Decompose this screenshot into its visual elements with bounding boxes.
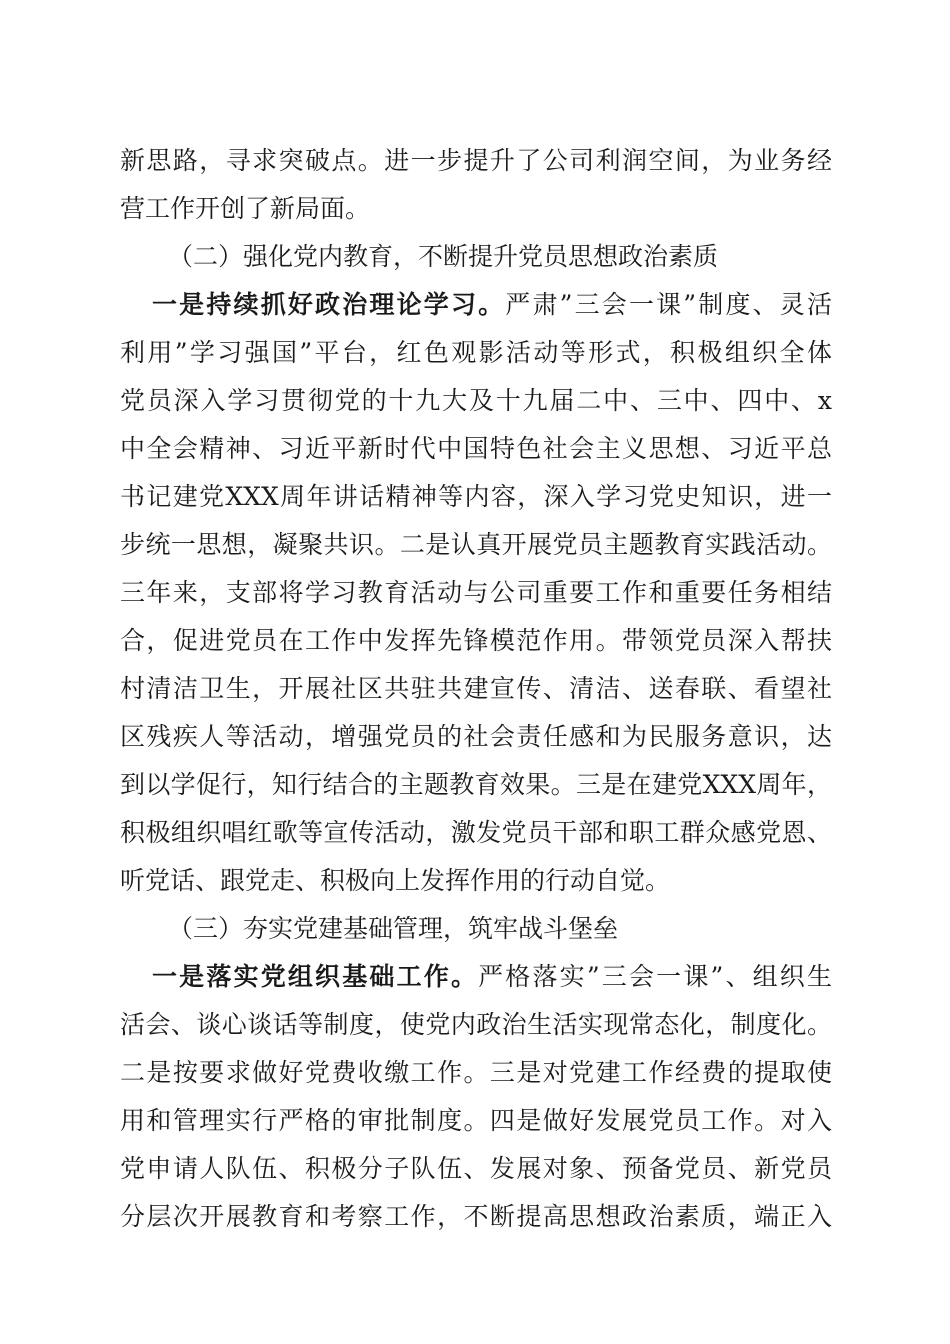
section-heading-2: （二）强化党内教育，不断提升党员思想政治素质 xyxy=(168,242,719,271)
paragraph-line: 用和管理实行严格的审批制度。四是做好发展党员工作。对入 xyxy=(120,1106,832,1135)
paragraph-line: 村清洁卫生，开展社区共驻共建宣传、清洁、送春联、看望社 xyxy=(120,674,832,703)
lead-text: 严肃”三会一课”制度、灵活 xyxy=(505,290,832,319)
paragraph-line: 三年来，支部将学习教育活动与公司重要工作和重要任务相结 xyxy=(120,578,832,607)
paragraph-line: 分层次开展教育和考察工作，不断提高思想政治素质，端正入 xyxy=(120,1202,832,1231)
paragraph-line: 区残疾人等活动，增强党员的社会责任感和为民服务意识，达 xyxy=(120,722,832,751)
paragraph-line: 到以学促行，知行结合的主题教育效果。三是在建党XXX周年， xyxy=(120,770,832,799)
paragraph-line xyxy=(152,290,832,320)
lead-phrase: 一是落实党组织基础工作。 xyxy=(152,962,479,991)
paragraph-line: 步统一思想，凝聚共识。二是认真开展党员主题教育实践活动。 xyxy=(120,530,832,559)
paragraph-line: 书记建党XXX周年讲话精神等内容，深入学习党史知识，进一 xyxy=(120,482,832,511)
paragraph-line: 积极组织唱红歌等宣传活动，激发党员干部和职工群众感党恩、 xyxy=(120,818,832,847)
lead-text: 严格落实”三会一课”、组织生 xyxy=(478,962,832,991)
paragraph-line: 听党话、跟党走、积极向上发挥作用的行动自觉。 xyxy=(120,866,671,895)
paragraph-line: 中全会精神、习近平新时代中国特色社会主义思想、习近平总 xyxy=(120,434,832,463)
paragraph-line: 利用”学习强国”平台，红色观影活动等形式，积极组织全体 xyxy=(120,338,832,367)
paragraph-line: 党员深入学习贯彻党的十九大及十九届二中、三中、四中、x xyxy=(120,386,832,415)
paragraph-line xyxy=(152,962,832,992)
paragraph-line: 营工作开创了新局面。 xyxy=(120,194,371,223)
paragraph-line: 新思路，寻求突破点。进一步提升了公司利润空间，为业务经 xyxy=(120,146,832,175)
paragraph-line: 合，促进党员在工作中发挥先锋模范作用。带领党员深入帮扶 xyxy=(120,626,832,655)
paragraph-line: 二是按要求做好党费收缴工作。三是对党建工作经费的提取使 xyxy=(120,1058,832,1087)
section-heading-3: （三）夯实党建基础管理，筑牢战斗堡垒 xyxy=(168,914,619,943)
lead-phrase: 一是持续抓好政治理论学习。 xyxy=(152,290,506,319)
paragraph-line: 党申请人队伍、积极分子队伍、发展对象、预备党员、新党员 xyxy=(120,1154,832,1183)
paragraph-line: 活会、谈心谈话等制度，使党内政治生活实现常态化，制度化。 xyxy=(120,1010,832,1039)
